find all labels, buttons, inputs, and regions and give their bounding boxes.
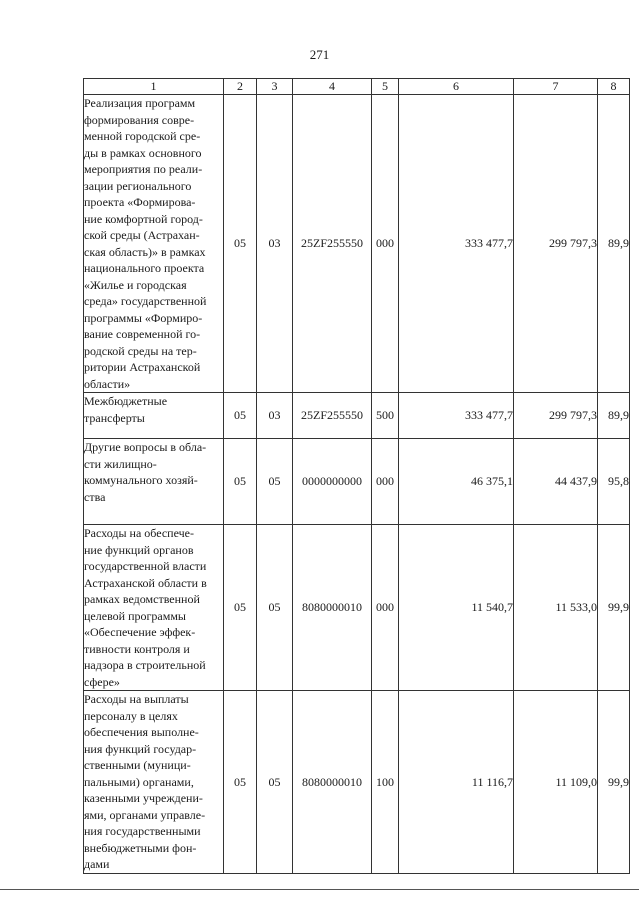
table-row [84, 393, 630, 439]
row-executed: 11 533,0 [514, 525, 598, 691]
row-subsection: 05 [257, 439, 293, 525]
header-row [84, 79, 630, 95]
row-section: 05 [224, 439, 257, 525]
header-cell-7: 7 [514, 79, 598, 95]
row-percent: 89,9 [598, 95, 630, 393]
header-cell-3: 3 [257, 79, 293, 95]
row-planned: 333 477,7 [399, 393, 514, 439]
budget-table [83, 78, 630, 874]
header-cell-5: 5 [372, 79, 399, 95]
page-number: 271 [309, 47, 330, 62]
row-executed: 44 437,9 [514, 439, 598, 525]
page-bottom-rule [0, 889, 639, 890]
header-cell-6: 6 [399, 79, 514, 95]
table-row [84, 95, 630, 393]
row-target-article: 25ZF255550 [293, 393, 372, 439]
row-executed: 299 797,3 [514, 393, 598, 439]
row-expense-type: 500 [372, 393, 399, 439]
row-description: Расходы на выплаты персоналу в целях обеспечения выполне- ния функций государ- ственными (муници- пальными) органами, казенными учреждени- ями, органами управле- ния государственными внебюджетными фон- дами [84, 691, 224, 874]
table-row [84, 691, 630, 874]
row-target-article: 8080000010 [293, 525, 372, 691]
row-section: 05 [224, 525, 257, 691]
row-executed: 299 797,3 [514, 95, 598, 393]
row-planned: 11 116,7 [399, 691, 514, 874]
table-row [84, 439, 630, 525]
row-planned: 11 540,7 [399, 525, 514, 691]
header-cell-8: 8 [598, 79, 630, 95]
row-expense-type: 000 [372, 525, 399, 691]
row-description: Межбюджетные трансферты [84, 393, 224, 439]
row-section: 05 [224, 393, 257, 439]
header-cell-2: 2 [224, 79, 257, 95]
row-expense-type: 100 [372, 691, 399, 874]
row-percent: 95,8 [598, 439, 630, 525]
row-subsection: 03 [257, 95, 293, 393]
row-expense-type: 000 [372, 439, 399, 525]
header-cell-4: 4 [293, 79, 372, 95]
row-description: Расходы на обеспече- ние функций органов государственной власти Астраханской области в рамках ведомственной целевой программы «Обеспечение эффек- тивности контроля и надзора в строительной сфере» [84, 525, 224, 691]
row-subsection: 05 [257, 525, 293, 691]
row-percent: 99,9 [598, 525, 630, 691]
row-target-article: 0000000000 [293, 439, 372, 525]
row-subsection: 03 [257, 393, 293, 439]
row-description: Реализация программ формирования совре- менной городской сре- ды в рамках основного мероприятия по реали- зации регионального проекта «Формирова- ние комфортной город- ской среды (Астрахан- ская область)» в рамках национального проекта «Жилье и городская среда» государственной программы «Формиро- вание современной го- родской среды на тер- ритории Астраханской области» [84, 95, 224, 393]
row-expense-type: 000 [372, 95, 399, 393]
row-planned: 333 477,7 [399, 95, 514, 393]
row-description: Другие вопросы в обла- сти жилищно- коммунального хозяй- ства [84, 439, 224, 525]
row-section: 05 [224, 95, 257, 393]
row-percent: 89,9 [598, 393, 630, 439]
table-row [84, 525, 630, 691]
row-planned: 46 375,1 [399, 439, 514, 525]
row-section: 05 [224, 691, 257, 874]
row-subsection: 05 [257, 691, 293, 874]
header-cell-1: 1 [84, 79, 224, 95]
row-executed: 11 109,0 [514, 691, 598, 874]
row-target-article: 25ZF255550 [293, 95, 372, 393]
row-target-article: 8080000010 [293, 691, 372, 874]
row-percent: 99,9 [598, 691, 630, 874]
